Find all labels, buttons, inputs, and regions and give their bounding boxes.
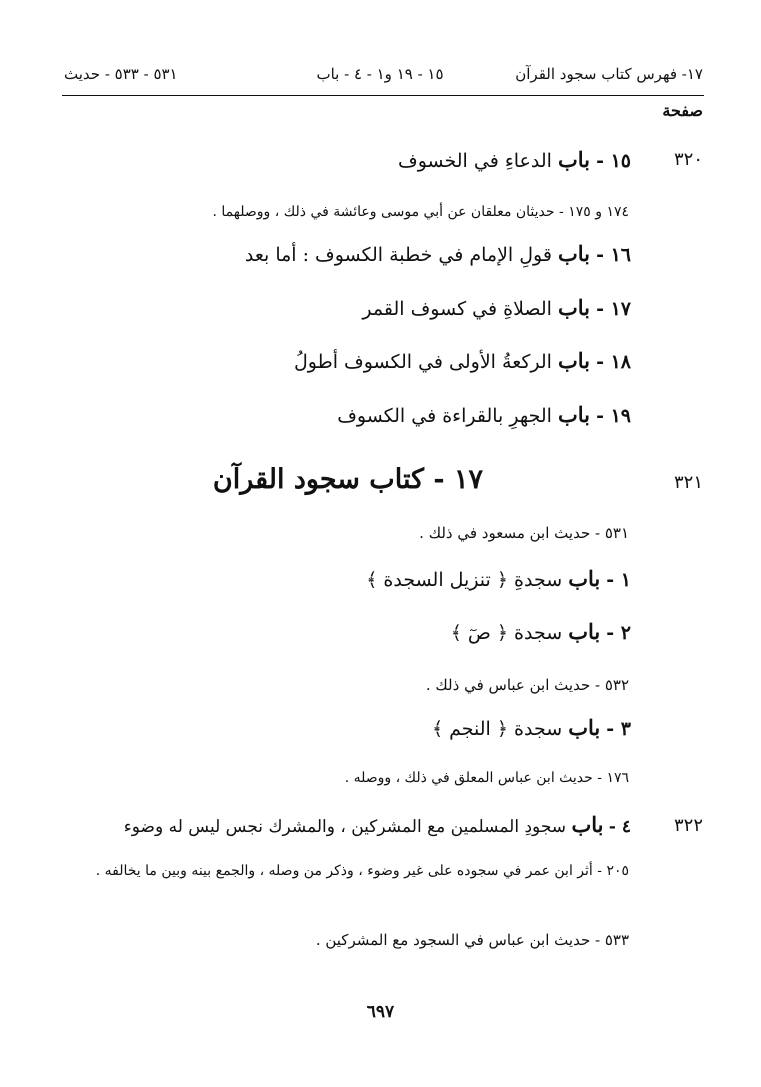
header-chapter-title: ١٧- فهرس كتاب سجود القرآن: [515, 65, 703, 83]
hadith-note-533: ٥٣٣ - حديث ابن عباس في السجود مع المشركين .: [315, 931, 629, 949]
chapter-number: ١ -: [606, 569, 631, 591]
page-folio: ٦٩٧: [366, 1002, 395, 1022]
chapter-number: ١٧ -: [596, 298, 631, 320]
chapter-number: ٤ -: [608, 817, 631, 837]
hadith-note-531: ٥٣١ - حديث ابن مسعود في ذلك .: [419, 524, 629, 542]
hadith-note-532: ٥٣٢ - حديث ابن عباس في ذلك .: [425, 676, 629, 694]
header-chapter-range: ١٥ - ١٩ و١ - ٤ - باب: [316, 65, 444, 83]
bab-label: باب: [558, 295, 591, 320]
chapter-title: قولِ الإمام في خطبة الكسوف : أما بعد: [244, 244, 552, 266]
chapter-number: ٣ -: [606, 718, 631, 740]
chapter-title: سجدة ﴿ صٓ ﴾: [450, 622, 563, 644]
page-number-320: ٣٢٠: [673, 149, 703, 170]
chapter-entry-4: [124, 812, 631, 840]
chapter-number: ١٦ -: [596, 244, 631, 266]
chapter-number: ١٩ -: [596, 405, 631, 427]
chapter-number: ٢ -: [606, 622, 631, 644]
chapter-title: الصلاةِ في كسوف القمر: [362, 298, 552, 320]
chapter-entry-17: [362, 295, 631, 322]
chapter-entry-1: [366, 566, 631, 593]
book-heading: [213, 463, 483, 497]
chapter-number: ١٨ -: [596, 351, 631, 373]
page-column-label: صفحة: [662, 101, 703, 120]
hadith-note-205: ٢٠٥ - أثر ابن عمر في سجوده على غير وضوء ، وذكر من وصله ، والجمع بينه وبين ما يخالفه .: [95, 863, 629, 879]
bab-label: باب: [568, 619, 601, 644]
chapter-title: سجدةِ ﴿ تنزيل السجدة ﴾: [366, 569, 563, 591]
book-number: ١٧ -: [433, 464, 483, 495]
header-rule: [62, 95, 704, 96]
chapter-entry-15: [398, 147, 631, 174]
header-hadith-range: ٥٣١ - ٥٣٣ - حديث: [64, 65, 178, 83]
bab-label: باب: [558, 147, 591, 172]
bab-label: باب: [568, 566, 601, 591]
hadith-note-176: ١٧٦ - حديث ابن عباس المعلق في ذلك ، ووصله .: [344, 770, 629, 786]
bab-label: باب: [558, 241, 591, 266]
chapter-title: الركعةُ الأولى في الكسوف أطولُ: [293, 351, 552, 373]
bab-label: باب: [571, 812, 604, 837]
chapter-title: سجودِ المسلمين مع المشركين ، والمشرك نجس ليس له وضوء: [123, 817, 567, 837]
chapter-entry-3: [432, 715, 631, 742]
page-number-322: ٣٢٢: [673, 815, 703, 836]
chapter-title: الدعاءِ في الخسوف: [398, 150, 552, 172]
chapter-entry-18: [294, 348, 631, 375]
chapter-entry-16: [245, 241, 631, 268]
hadith-note-174-175: ١٧٤ و ١٧٥ - حديثان معلقان عن أبي موسى وعائشة في ذلك ، ووصلهما .: [212, 204, 629, 220]
bab-label: باب: [568, 715, 601, 740]
chapter-entry-19: [337, 402, 631, 429]
page-number-321: ٣٢١: [673, 472, 703, 493]
bab-label: باب: [558, 402, 591, 427]
chapter-title: الجهرِ بالقراءة في الكسوف: [337, 405, 552, 427]
bab-label: باب: [558, 348, 591, 373]
chapter-title: سجدة ﴿ النجم ﴾: [431, 718, 563, 740]
chapter-number: ١٥ -: [596, 150, 631, 172]
book-title: كتاب سجود القرآن: [212, 464, 424, 495]
chapter-entry-2: [451, 619, 631, 646]
